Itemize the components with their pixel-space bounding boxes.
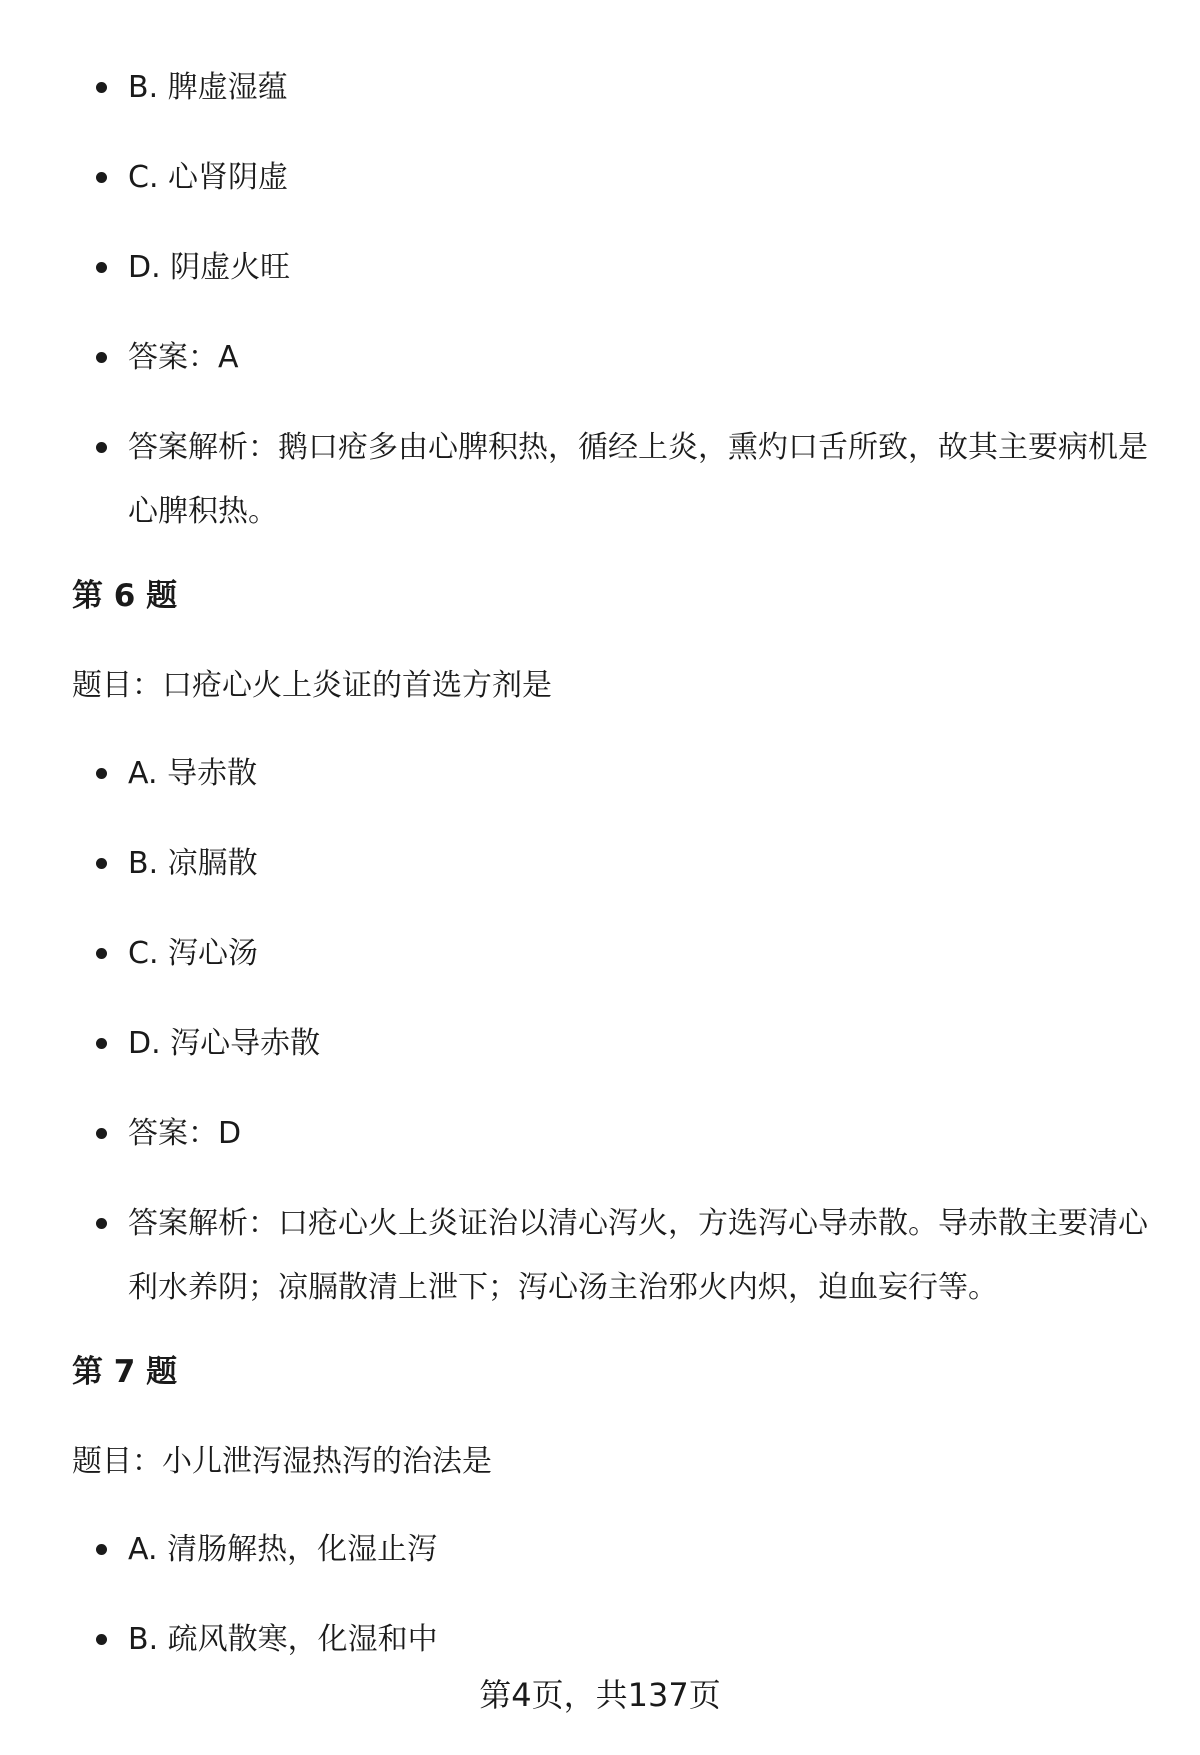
option-text: B. 疏风散寒，化湿和中 xyxy=(128,1622,438,1657)
bullet-dot xyxy=(96,1128,107,1139)
bullet-dot xyxy=(96,1038,107,1049)
bullet-dot xyxy=(96,262,107,273)
option-text: A. 清肠解热，化湿止泻 xyxy=(128,1532,438,1567)
option-text: C. 泻心汤 xyxy=(128,936,259,971)
option-text: D. 泻心导赤散 xyxy=(128,1026,321,1061)
option-text: D. 阴虚火旺 xyxy=(128,250,291,285)
bullet-dot xyxy=(96,442,107,453)
page-indicator: 第4页，共137页 xyxy=(479,1676,721,1714)
bullet-dot xyxy=(96,1634,107,1645)
explanation-text: 心脾积热。 xyxy=(128,494,278,529)
bullet-dot xyxy=(96,172,107,183)
explanation-text: 答案解析：鹅口疮多由心脾积热，循经上炎，熏灼口舌所致，故其主要病机是 xyxy=(128,430,1148,465)
bullet-dot xyxy=(96,768,107,779)
option-text: C. 心肾阴虚 xyxy=(128,160,289,195)
bullet-dot xyxy=(96,82,107,93)
bullet-dot xyxy=(96,352,107,363)
explanation-text: 答案解析：口疮心火上炎证治以清心泻火，方选泻心导赤散。导赤散主要清心 xyxy=(128,1206,1148,1241)
answer-text: 答案：A xyxy=(128,340,239,375)
question-heading: 第 6 题 xyxy=(72,578,178,614)
option-text: B. 脾虚湿蕴 xyxy=(128,70,288,105)
answer-text: 答案：D xyxy=(128,1116,242,1151)
question-heading: 第 7 题 xyxy=(72,1354,178,1390)
bullet-dot xyxy=(96,858,107,869)
bullet-dot xyxy=(96,1544,107,1555)
option-text: A. 导赤散 xyxy=(128,756,258,791)
explanation-text: 利水养阴；凉膈散清上泄下；泻心汤主治邪火内炽，迫血妄行等。 xyxy=(128,1270,998,1305)
question-stem: 题目：小儿泄泻湿热泻的治法是 xyxy=(72,1444,492,1479)
question-stem: 题目：口疮心火上炎证的首选方剂是 xyxy=(72,668,552,703)
bullet-dot xyxy=(96,948,107,959)
bullet-dot xyxy=(96,1218,107,1229)
option-text: B. 凉膈散 xyxy=(128,846,258,881)
